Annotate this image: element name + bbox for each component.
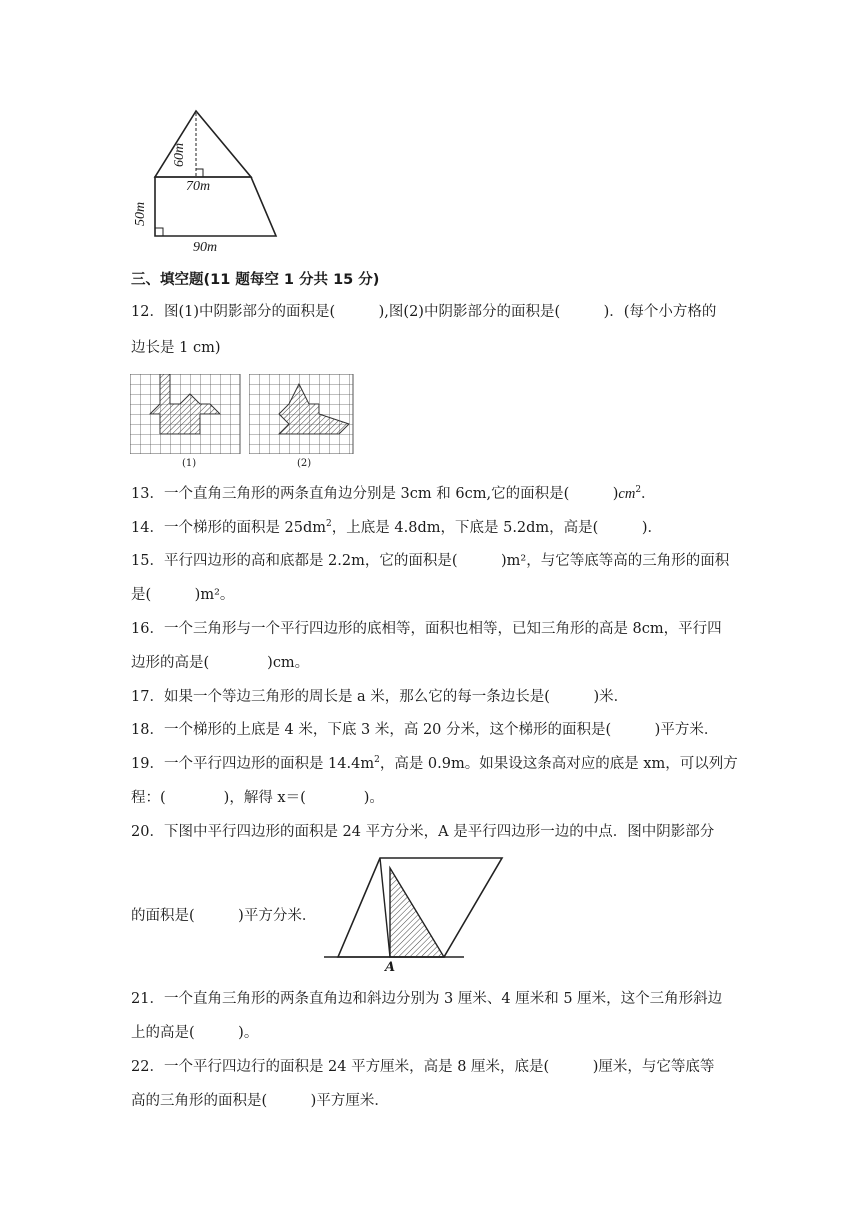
figure-label-90m: 90m bbox=[193, 240, 218, 255]
parallelogram-figure bbox=[322, 852, 512, 974]
question-19-sup: 2 bbox=[374, 755, 380, 766]
right-angle-mark bbox=[196, 169, 203, 177]
question-21-line-2: 上的高是( )。 bbox=[131, 1025, 259, 1041]
question-15-line-1: 15．平行四边形的高和底都是 2.2m，它的面积是( )m²，与它等底等高的三角形的面积 bbox=[131, 553, 730, 569]
question-20-line-2: 的面积是( )平方分米． bbox=[131, 908, 317, 924]
section-heading: 三、填空题(11 题每空 1 分共 15 分) bbox=[131, 272, 380, 288]
question-19-line-1 bbox=[131, 754, 738, 774]
question-14 bbox=[131, 518, 662, 538]
segment-apex-to-a bbox=[380, 858, 390, 957]
question-13-tail: ． bbox=[641, 486, 656, 502]
triangle-shape bbox=[155, 111, 251, 177]
right-angle-mark bbox=[155, 228, 163, 236]
figure-label-70m: 70m bbox=[186, 179, 211, 194]
grid-caption-2: (2) bbox=[297, 458, 312, 469]
question-18: 18．一个梯形的上底是 4 米，下底 3 米，高 20 分米，这个梯形的面积是( )平方米． bbox=[131, 722, 719, 738]
question-20-line-1: 20．下图中平行四边形的面积是 24 平方分米，A 是平行四边形一边的中点．图中阴影部分 bbox=[131, 824, 715, 840]
figure-label-60m: 60m bbox=[172, 142, 187, 167]
question-16-line-2: 边形的高是( )cm。 bbox=[131, 655, 310, 671]
shaded-triangle bbox=[390, 868, 444, 957]
question-21-line-1: 21．一个直角三角形的两条直角边和斜边分别为 3 厘米、4 厘米和 5 厘米，这个三角形斜边 bbox=[131, 991, 723, 1007]
question-19-text-a: 19．一个平行四边形的面积是 14.4m bbox=[131, 756, 375, 772]
grid-figure-2 bbox=[249, 374, 355, 454]
question-15-line-2: 是( )m²。 bbox=[131, 587, 235, 603]
question-22-line-2: 高的三角形的面积是( )平方厘米． bbox=[131, 1093, 389, 1109]
question-12-line-1: 12．图(1)中阴影部分的面积是( ),图(2)中阴影部分的面积是( )．(每个小方格的 bbox=[131, 304, 717, 320]
trapezoid-shape bbox=[155, 177, 276, 236]
question-22-line-1: 22．一个平行四边行的面积是 24 平方厘米，高是 8 厘米，底是( )厘米，与它等底等 bbox=[131, 1059, 715, 1075]
question-13-text: 13．一个直角三角形的两条直角边分别是 3cm 和 6cm,它的面积是( ) bbox=[131, 486, 619, 502]
grid-caption-1: (1) bbox=[182, 458, 197, 469]
grid-figure-1 bbox=[130, 374, 242, 454]
question-14-sup: 2 bbox=[326, 519, 332, 530]
question-14-text-a: 14．一个梯形的面积是 25dm bbox=[131, 520, 327, 536]
question-12-line-2: 边长是 1 cm) bbox=[131, 340, 221, 356]
question-19-line-2: 程：( )，解得 x＝( )。 bbox=[131, 790, 384, 806]
question-14-text-b: ，上底是 4.8dm，下底是 5.2dm，高是( )． bbox=[331, 520, 662, 536]
question-13-unit: cm bbox=[618, 486, 636, 502]
figure-label-50m: 50m bbox=[133, 201, 148, 226]
question-19-text-b: ，高是 0.9m。如果设这条高对应的底是 xm，可以列方 bbox=[379, 756, 738, 772]
question-17: 17．如果一个等边三角形的周长是 a 米，那么它的每一条边长是( )米． bbox=[131, 689, 629, 705]
question-16-line-1: 16．一个三角形与一个平行四边形的底相等，面积也相等，已知三角形的高是 8cm，平行四 bbox=[131, 621, 722, 637]
point-a-label: A bbox=[385, 960, 396, 975]
question-13 bbox=[131, 484, 656, 504]
question-13-sup: 2 bbox=[635, 485, 642, 496]
